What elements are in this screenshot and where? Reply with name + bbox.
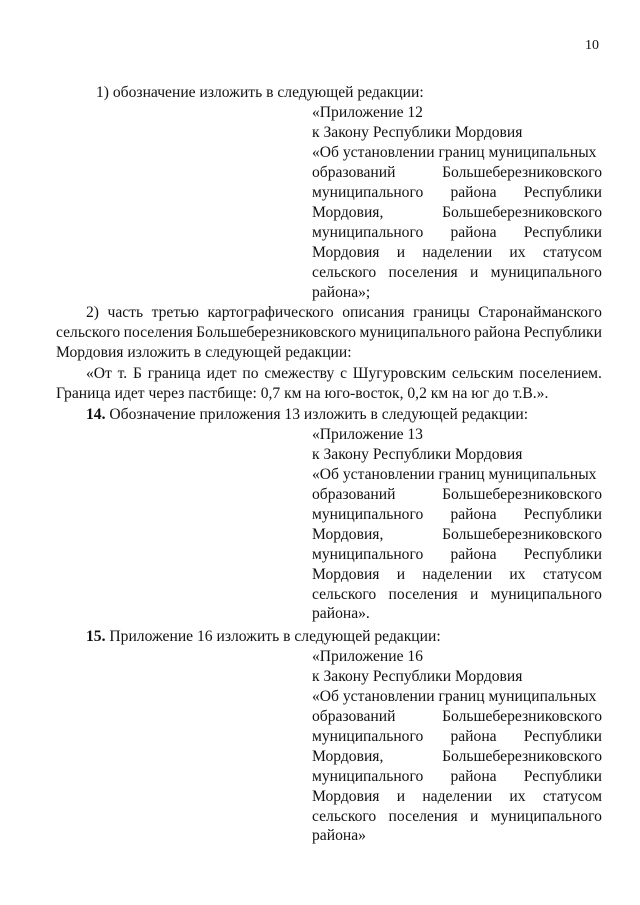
section14-line bbox=[312, 585, 602, 605]
section15-word: и bbox=[470, 808, 479, 825]
section14-word: сельского bbox=[312, 586, 377, 603]
section1-line bbox=[312, 263, 602, 283]
section1-word: Республики bbox=[523, 224, 602, 241]
section1-line bbox=[312, 183, 602, 203]
section2-word: Республики bbox=[523, 324, 602, 341]
section1-law-name: «Об установлении границ муниципальных bbox=[312, 144, 597, 161]
section1-word: муниципального bbox=[312, 184, 424, 201]
section15-text: Приложение 16 изложить в следующей редакции: bbox=[105, 628, 441, 645]
section15-word: наделении bbox=[422, 788, 493, 805]
section2-word: границы bbox=[413, 304, 470, 321]
section15-word: Большеберезниковского bbox=[442, 748, 602, 765]
section2-line1 bbox=[86, 303, 602, 323]
section1-intro: 1) обозначение изложить в следующей редакции: bbox=[96, 84, 424, 101]
section14-word: муниципального bbox=[312, 506, 424, 523]
section1-word: Республики bbox=[523, 184, 602, 201]
section2-word: с bbox=[340, 365, 347, 382]
section14-line bbox=[312, 505, 602, 525]
section14-word: района bbox=[450, 546, 497, 563]
section15-word: Республики bbox=[523, 768, 602, 785]
section2-word: муниципального bbox=[359, 324, 471, 341]
section2-word: по bbox=[242, 365, 259, 382]
section1-last: района»; bbox=[312, 284, 371, 301]
section15-line bbox=[312, 727, 602, 747]
section2-word: Большеберезниковского bbox=[196, 324, 357, 341]
section15-word: муниципального bbox=[490, 808, 602, 825]
section2-word: района bbox=[474, 324, 521, 341]
section14-line bbox=[312, 485, 602, 505]
section1-word: поселения bbox=[388, 264, 458, 281]
section1-word: образований bbox=[312, 164, 396, 181]
section15-number: 15. bbox=[86, 628, 106, 645]
section14-word: и bbox=[396, 566, 406, 583]
section14-appendix-title: «Приложение 13 bbox=[312, 426, 423, 443]
section14-word: муниципального bbox=[490, 586, 602, 603]
section14-word: поселения bbox=[388, 586, 458, 603]
section14-line bbox=[312, 525, 602, 545]
section15-line bbox=[312, 707, 602, 727]
section1-word: района bbox=[450, 184, 497, 201]
section15-line bbox=[312, 807, 602, 827]
section1-word: сельского bbox=[312, 264, 377, 281]
section14-last: района». bbox=[312, 605, 370, 622]
page-number: 10 bbox=[585, 38, 599, 53]
section2-word: граница bbox=[147, 365, 201, 382]
section1-law-ref: к Закону Республики Мордовия bbox=[312, 124, 523, 141]
section1-word: района bbox=[450, 224, 497, 241]
section1-line bbox=[312, 223, 602, 243]
section15-line bbox=[312, 787, 602, 807]
section14-line bbox=[312, 565, 602, 585]
section1-word: наделении bbox=[422, 244, 493, 261]
section15-heading bbox=[86, 627, 441, 647]
section1-word: их bbox=[509, 244, 526, 261]
section14-heading bbox=[86, 405, 528, 425]
section15-word: Мордовия, bbox=[312, 748, 384, 765]
section15-word: Республики bbox=[523, 728, 602, 745]
section2-word: «От bbox=[86, 365, 112, 382]
section1-word: статусом bbox=[542, 244, 602, 261]
section2-word: идет bbox=[206, 365, 237, 382]
section14-word: района bbox=[450, 506, 497, 523]
section2-word: часть bbox=[107, 304, 144, 321]
section2-word: 2) bbox=[86, 304, 99, 321]
section14-word: Республики bbox=[523, 546, 602, 563]
section2-word: т. bbox=[117, 365, 128, 382]
section15-word: сельского bbox=[312, 808, 377, 825]
section14-law-name: «Об установлении границ муниципальных bbox=[312, 466, 597, 483]
section1-word: и bbox=[396, 244, 406, 261]
section14-word: образований bbox=[312, 486, 396, 503]
section1-line bbox=[312, 243, 602, 263]
section2-line3: Мордовия изложить в следующей редакции: bbox=[56, 344, 352, 361]
section1-word: муниципального bbox=[312, 224, 424, 241]
section14-word: наделении bbox=[422, 566, 493, 583]
section15-word: Большеберезниковского bbox=[442, 708, 602, 725]
section2-word: поселением. bbox=[519, 365, 602, 382]
section15-word: их bbox=[509, 788, 526, 805]
section14-line bbox=[312, 545, 602, 565]
section2-quote2: Граница идет через пастбище: 0,7 км на юго-восток, 0,2 км на юг до т.В.». bbox=[56, 385, 549, 402]
section1-appendix-title: «Приложение 12 bbox=[312, 104, 423, 121]
section1-word: Большеберезниковского bbox=[442, 164, 602, 181]
section14-word: Большеберезниковского bbox=[442, 526, 602, 543]
section2-word: поселения bbox=[123, 324, 193, 341]
section2-word: сельским bbox=[451, 365, 514, 382]
section15-law-name: «Об установлении границ муниципальных bbox=[312, 688, 597, 705]
section14-number: 14. bbox=[86, 406, 106, 423]
section15-word: образований bbox=[312, 708, 396, 725]
section15-law-ref: к Закону Республики Мордовия bbox=[312, 668, 523, 685]
section2-word: описания bbox=[342, 304, 405, 321]
section15-line bbox=[312, 767, 602, 787]
section14-word: Мордовия bbox=[312, 566, 380, 583]
section15-word: поселения bbox=[388, 808, 458, 825]
section15-word: Мордовия bbox=[312, 788, 380, 805]
section14-word: их bbox=[509, 566, 526, 583]
section1-word: Мордовия, bbox=[312, 204, 384, 221]
section1-line bbox=[312, 203, 602, 223]
section14-word: Мордовия, bbox=[312, 526, 384, 543]
section15-word: муниципального bbox=[312, 728, 424, 745]
section2-line2 bbox=[56, 323, 602, 343]
section2-word: смежеству bbox=[264, 365, 335, 382]
section15-line bbox=[312, 747, 602, 767]
section2-word: Шугуровским bbox=[352, 365, 447, 382]
section2-word: Старонайманского bbox=[478, 304, 602, 321]
section15-word: статусом bbox=[542, 788, 602, 805]
section15-word: района bbox=[450, 768, 497, 785]
section1-word: Большеберезниковского bbox=[442, 204, 602, 221]
section15-last: района» bbox=[312, 827, 366, 844]
section15-word: района bbox=[450, 728, 497, 745]
section15-word: муниципального bbox=[312, 768, 424, 785]
section2-word: третью bbox=[151, 304, 199, 321]
section2-word: Б bbox=[132, 365, 142, 382]
section14-word: муниципального bbox=[312, 546, 424, 563]
section14-word: Республики bbox=[523, 506, 602, 523]
section14-word: Большеберезниковского bbox=[442, 486, 602, 503]
section14-law-ref: к Закону Республики Мордовия bbox=[312, 446, 523, 463]
section15-word: и bbox=[396, 788, 406, 805]
section2-word: картографического bbox=[207, 304, 334, 321]
section14-text: Обозначение приложения 13 изложить в следующей редакции: bbox=[105, 406, 529, 423]
section1-word: Мордовия bbox=[312, 244, 380, 261]
section2-word: сельского bbox=[56, 324, 121, 341]
section1-word: и bbox=[470, 264, 479, 281]
section14-word: статусом bbox=[542, 566, 602, 583]
section14-word: и bbox=[470, 586, 479, 603]
section15-appendix-title: «Приложение 16 bbox=[312, 648, 423, 665]
section2-quote1 bbox=[86, 364, 602, 384]
section1-line bbox=[312, 163, 602, 183]
section1-word: муниципального bbox=[490, 264, 602, 281]
